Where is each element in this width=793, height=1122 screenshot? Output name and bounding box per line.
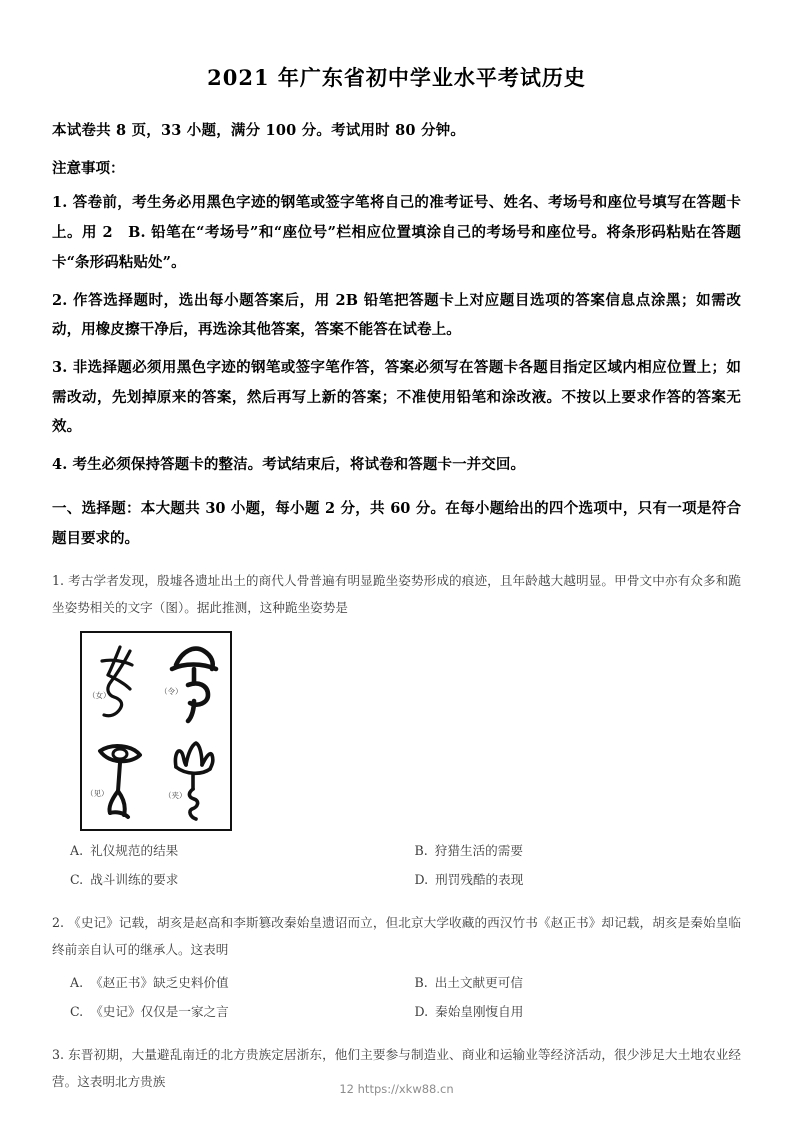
- option-key: B.: [414, 843, 428, 859]
- notice-item-4: 4. 考生必须保持答题卡的整洁。考试结束后，将试卷和答题卡一并交回。: [52, 456, 526, 474]
- question-2: [52, 909, 741, 1027]
- question-2-number: 2.: [52, 915, 65, 931]
- oracle-glyph-label-ling: （令）: [160, 687, 183, 697]
- oracle-bone-figure-box: [80, 631, 232, 831]
- oracle-glyph-nv: [82, 633, 156, 731]
- option-key: A.: [70, 975, 84, 991]
- option-key: B.: [414, 975, 428, 991]
- question-2-stem: [52, 909, 741, 963]
- question-1-option-row-1: [52, 837, 741, 866]
- question-1-option-a[interactable]: [52, 837, 397, 866]
- option-key: D.: [414, 1004, 429, 1020]
- option-text: 秦始皇刚愎自用: [435, 1004, 524, 1020]
- question-2-option-row-1: [52, 969, 741, 998]
- oracle-glyph-label-jian: （见）: [86, 789, 109, 799]
- question-2-text: 《史记》记载，胡亥是赵高和李斯篡改秦始皇遗诏而立，但北京大学收藏的西汉竹书《赵正书》却记载，胡亥是秦始皇临终前亲自认可的继承人。这表明: [52, 915, 741, 958]
- option-text: 出土文献更可信: [434, 975, 523, 991]
- option-text: 狩猎生活的需要: [434, 843, 523, 859]
- question-2-option-a[interactable]: [52, 969, 397, 998]
- oracle-glyph-ling: [156, 633, 230, 731]
- oracle-bone-jia-icon: [164, 737, 222, 823]
- option-key: C.: [70, 1004, 84, 1020]
- page-footer-watermark: 12 https://xkw88.cn: [339, 1082, 454, 1096]
- option-text: 《史记》仅仅是一家之言: [90, 1004, 229, 1020]
- option-key: D.: [414, 872, 429, 888]
- notice-item-1: 1. 答卷前，考生务必用黑色字迹的钢笔或签字笔将自己的准考证号、姓名、考场号和座位号填写在答题卡上。用 2 B. 铅笔在“考场号”和“座位号”栏相应位置填涂自己的考场号和座位号。将条形码粘贴在答题卡“条形码粘贴处”。: [52, 194, 741, 271]
- oracle-bone-nv-icon: [90, 639, 148, 725]
- question-1-figure: [80, 631, 741, 831]
- question-1: [52, 567, 741, 895]
- option-text: 礼仪规范的结果: [90, 843, 179, 859]
- question-1-text: 考古学者发现，殷墟各遗址出土的商代人骨普遍有明显跪坐姿势形成的痕迹，且年龄越大越明显。甲骨文中亦有众多和跪坐姿势相关的文字（图）。据此推测，这种跪坐姿势是: [52, 573, 741, 616]
- question-1-options: [52, 837, 741, 895]
- notice-heading: 注意事项：: [52, 160, 125, 178]
- question-1-stem: [52, 567, 741, 621]
- option-text: 刑罚残酷的表现: [435, 872, 524, 888]
- question-1-option-c[interactable]: [52, 866, 397, 895]
- option-key: C.: [70, 872, 84, 888]
- question-3-text: 东晋初期，大量避乱南迁的北方贵族定居浙东，他们主要参与制造业、商业和运输业等经济活动，很少涉足大土地农业经营。这表明北方贵族: [52, 1047, 741, 1090]
- notice-item-2: 2. 作答选择题时，选出每小题答案后，用 2B 铅笔把答题卡上对应题目选项的答案信息点涂黑；如需改动，用橡皮擦干净后，再选涂其他答案，答案不能答在试卷上。: [52, 291, 741, 339]
- question-1-option-d[interactable]: [397, 866, 742, 895]
- question-1-option-b[interactable]: [397, 837, 742, 866]
- question-2-option-row-2: [52, 998, 741, 1027]
- question-2-option-d[interactable]: [397, 998, 742, 1027]
- question-3-number: 3.: [52, 1047, 65, 1063]
- question-1-option-row-2: [52, 866, 741, 895]
- notice-item-3: 3. 非选择题必须用黑色字迹的钢笔或签字笔作答，答案必须写在答题卡各题目指定区域内相应位置上；如需改动，先划掉原来的答案，然后再写上新的答案；不准使用铅笔和涂改液。不按以上要求作答的答案无效。: [52, 358, 741, 436]
- oracle-glyph-label-nv: （女）: [88, 691, 111, 701]
- question-2-options: [52, 969, 741, 1027]
- page-title: 2021 年广东省初中学业水平考试历史: [207, 65, 586, 90]
- oracle-glyph-jia: [156, 731, 230, 829]
- oracle-bone-jian-icon: [90, 737, 148, 823]
- question-2-option-c[interactable]: [52, 998, 397, 1027]
- question-1-number: 1.: [52, 573, 65, 589]
- oracle-glyph-jian: [82, 731, 156, 829]
- section-heading-multiple-choice: 一、选择题：本大题共 30 小题，每小题 2 分，共 60 分。在每小题给出的四个选项中，只有一项是符合题目要求的。: [52, 499, 741, 547]
- exam-meta-line: 本试卷共 8 页，33 小题，满分 100 分。考试用时 80 分钟。: [52, 122, 466, 139]
- oracle-glyph-label-jia: （夹）: [164, 791, 187, 801]
- option-key: A.: [70, 843, 84, 859]
- option-text: 《赵正书》缺乏史料价值: [90, 975, 229, 991]
- question-2-option-b[interactable]: [397, 969, 742, 998]
- oracle-bone-ling-icon: [164, 639, 222, 725]
- option-text: 战斗训练的要求: [90, 872, 179, 888]
